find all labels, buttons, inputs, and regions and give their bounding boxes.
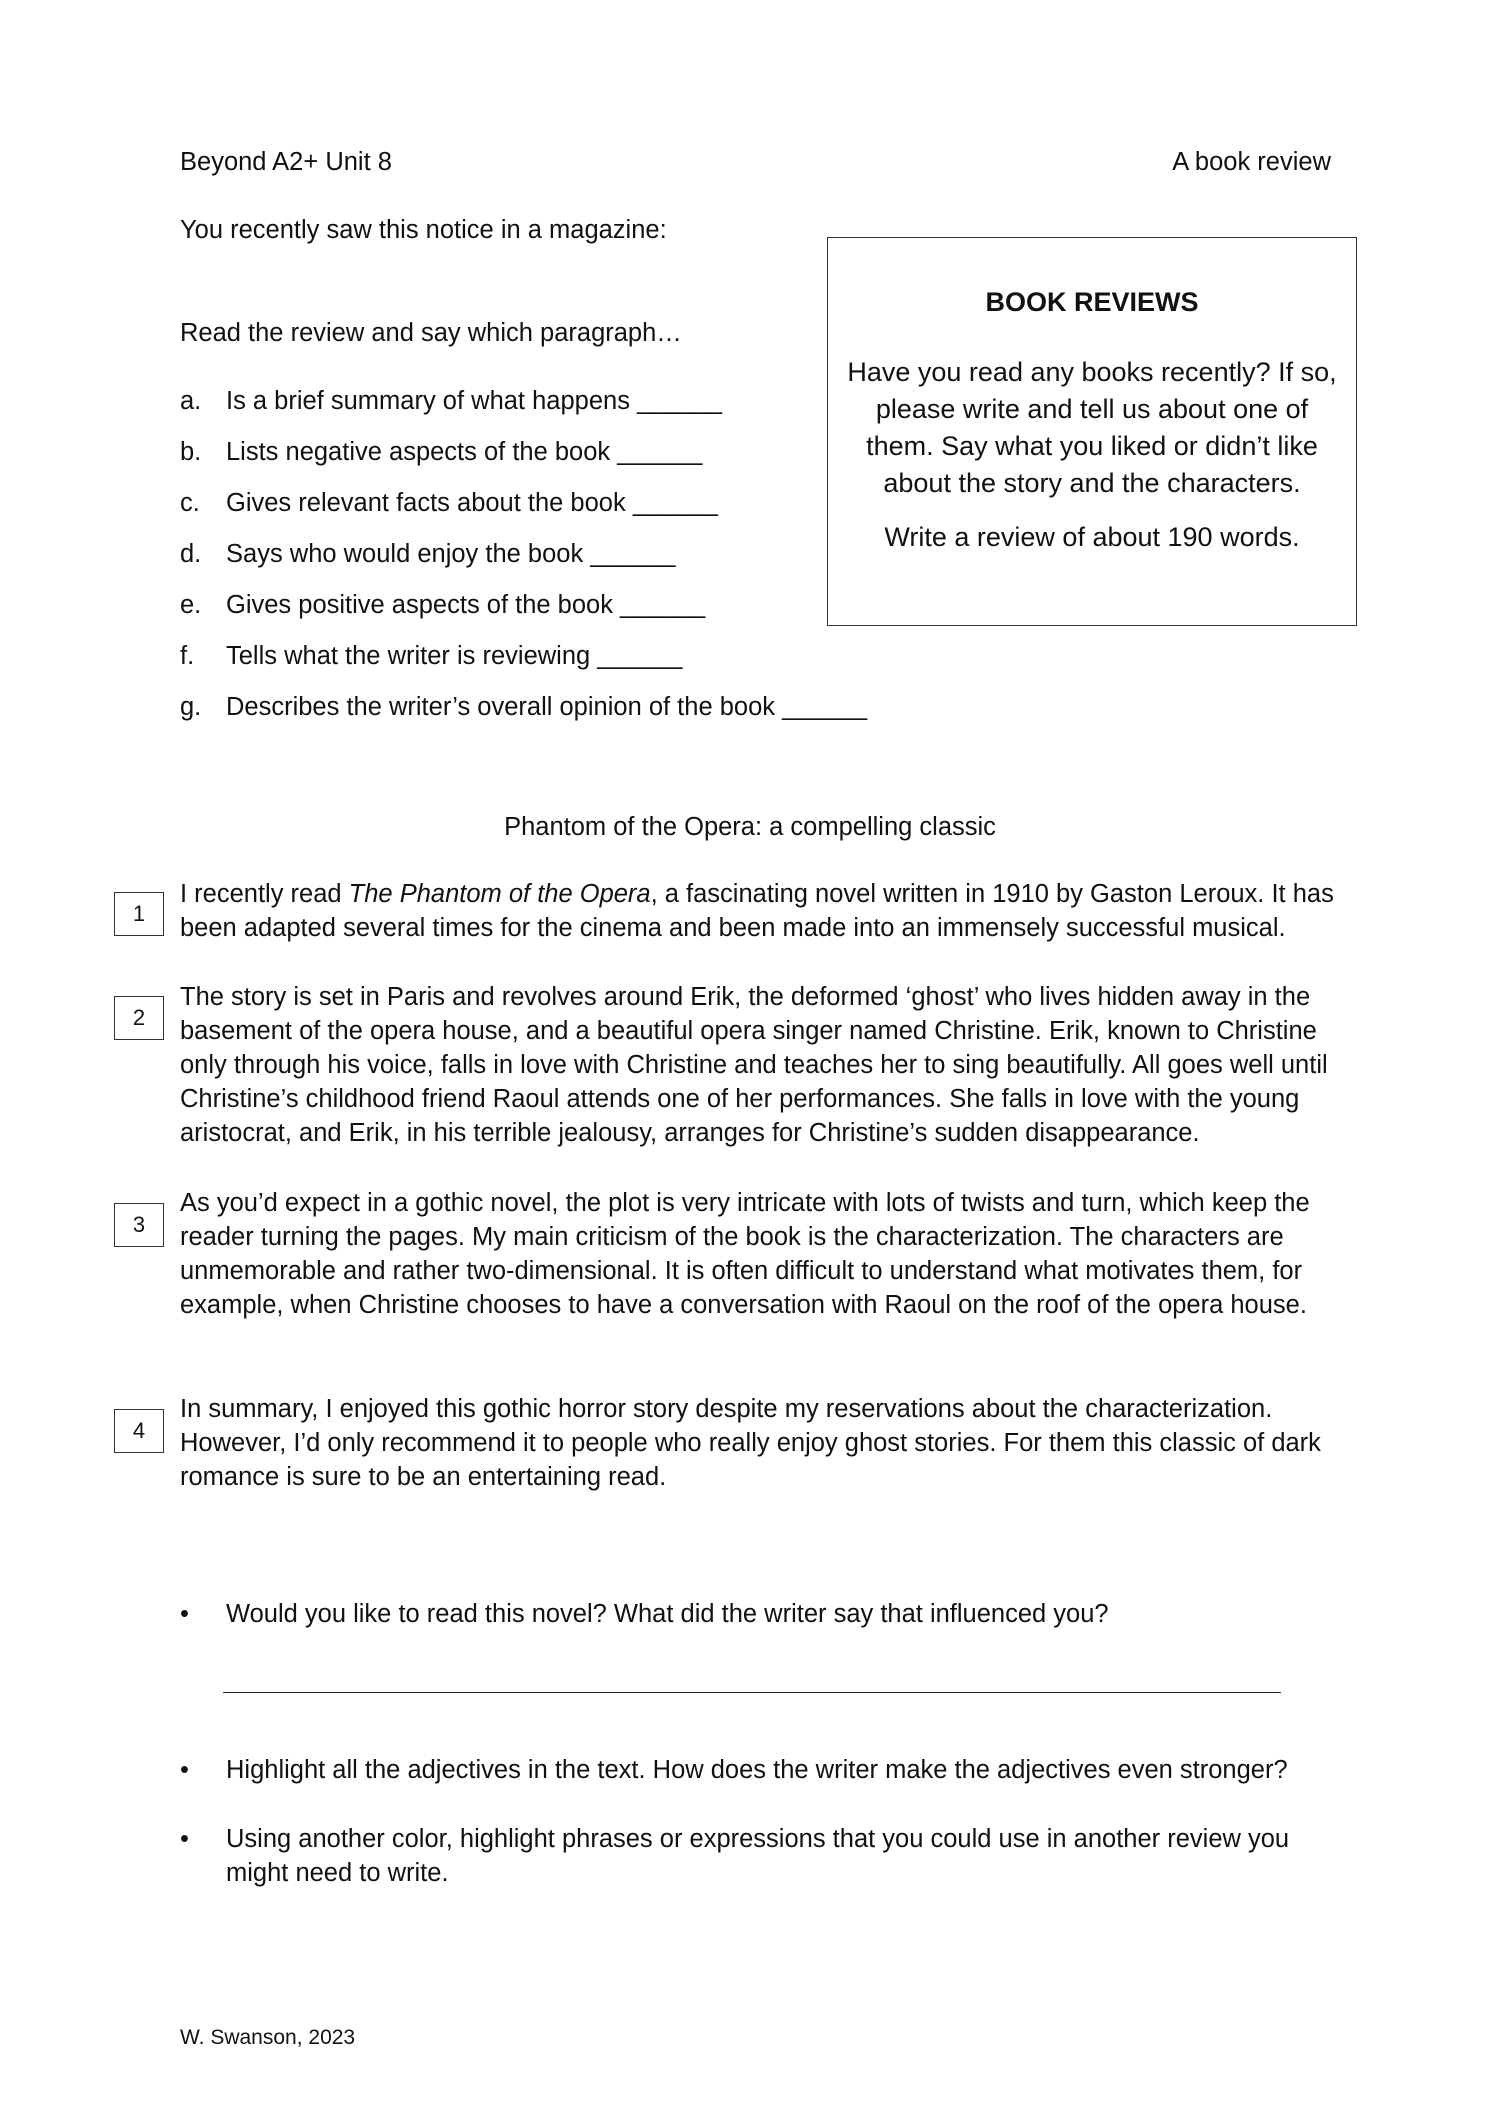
answer-line[interactable]: [223, 1692, 1281, 1693]
intro-text: You recently saw this notice in a magazine:: [180, 216, 667, 244]
review-paragraph: [180, 877, 1340, 945]
notice-title: BOOK REVIEWS: [985, 287, 1199, 317]
review-title: Phantom of the Opera: a compelling classic: [504, 813, 996, 841]
question-text: Tells what the writer is reviewing ______: [226, 642, 683, 670]
bullet-icon: •: [180, 1756, 189, 1784]
question-text: Gives positive aspects of the book ______: [226, 591, 706, 619]
question-letter: d.: [180, 540, 202, 568]
header-topic-label: A book review: [1172, 148, 1331, 176]
question-text: Gives relevant facts about the book ______: [226, 489, 718, 517]
question-letter: c.: [180, 489, 200, 517]
question-item: [180, 639, 682, 673]
question-text: Is a brief summary of what happens ______: [226, 387, 723, 415]
paragraph-text-start: I recently read: [180, 880, 349, 908]
task-text: Would you like to read this novel? What did the writer say that influenced you?: [226, 1600, 1109, 1628]
review-paragraph: The story is set in Paris and revolves around Erik, the deformed ‘ghost’ who lives hidden away in the basement of the opera house, and a beautiful opera singer named Christine. Erik, known to Christine only through his voice, falls in love with Christine and teaches her to sing beautifully. All goes well until Christine’s childhood friend Raoul attends one of her performances. She falls in love with the young aristocrat, and Erik, in his terrible jealousy, arranges for Christine’s sudden disappearance.: [180, 983, 1328, 1147]
notice-task: Write a review of about 190 words.: [884, 522, 1300, 552]
task-text: Using another color, highlight phrases or expressions that you could use in another review you might need to write.: [226, 1825, 1290, 1887]
instruction-text: Read the review and say which paragraph…: [180, 319, 682, 347]
question-letter: a.: [180, 387, 202, 415]
question-text: Says who would enjoy the book ______: [226, 540, 676, 568]
question-item: [180, 588, 705, 622]
question-item: [180, 486, 718, 520]
question-item: [180, 384, 722, 418]
question-letter: b.: [180, 438, 202, 466]
question-item: [180, 690, 867, 724]
paragraph-text-end: , a fascinating novel written in 1910 by Gaston Leroux. It has been adapted several times for the cinema and been made into an immensely successful musical.: [180, 880, 1334, 942]
question-letter: g.: [180, 693, 202, 721]
task-text: Highlight all the adjectives in the text. How does the writer make the adjectives even stronger?: [226, 1756, 1288, 1784]
paragraph-number-box: 2: [114, 996, 164, 1040]
question-letter: f.: [180, 642, 195, 670]
header-unit-label: Beyond A2+ Unit 8: [180, 148, 392, 176]
question-text: Lists negative aspects of the book ______: [226, 438, 703, 466]
book-title-italic: The Phantom of the Opera: [348, 880, 651, 908]
magazine-notice-box: [827, 237, 1357, 626]
question-text: Describes the writer’s overall opinion of the book ______: [226, 693, 868, 721]
question-item: [180, 435, 702, 469]
footer-credit: W. Swanson, 2023: [180, 2026, 356, 2049]
notice-body: Have you read any books recently? If so, please write and tell us about one of them. Say what you liked or didn’t like about the story and the characters.: [847, 357, 1337, 498]
bullet-icon: •: [180, 1600, 189, 1628]
question-item: [180, 537, 675, 571]
review-paragraph: As you’d expect in a gothic novel, the plot is very intricate with lots of twists and turn, which keep the reader turning the pages. My main criticism of the book is the characterization. The characters are unmemorable and rather two-dimensional. It is often difficult to understand what motivates them, for example, when Christine chooses to have a conversation with Raoul on the roof of the opera house.: [180, 1189, 1310, 1319]
question-letter: e.: [180, 591, 202, 619]
bullet-icon: •: [180, 1825, 189, 1853]
paragraph-number-box: 3: [114, 1203, 164, 1247]
paragraph-number-box: 1: [114, 892, 164, 936]
paragraph-number-box: 4: [114, 1409, 164, 1453]
review-paragraph: In summary, I enjoyed this gothic horror story despite my reservations about the characterization. However, I’d only recommend it to people who really enjoy ghost stories. For them this classic of dark romance is sure to be an entertaining read.: [180, 1395, 1321, 1491]
